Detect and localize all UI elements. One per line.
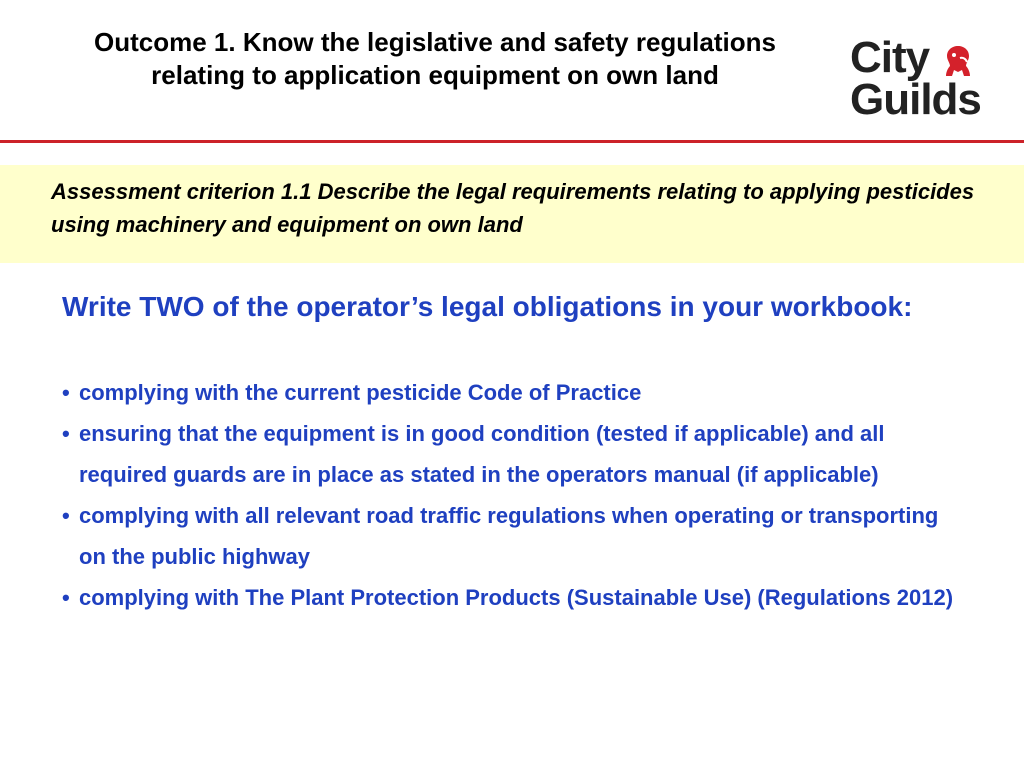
logo-text-guilds: Guilds	[850, 75, 981, 124]
assessment-criterion: Assessment criterion 1.1 Describe the legal requirements relating to applying pesticides using machinery and equipment on own land	[51, 179, 975, 237]
list-item	[62, 372, 962, 413]
obligations-list	[62, 372, 962, 618]
list-item	[62, 495, 962, 577]
list-item-text: complying with The Plant Protection Products (Sustainable Use) (Regulations 2012)	[79, 585, 954, 610]
list-item	[62, 577, 962, 618]
bullet-icon: •	[62, 585, 70, 610]
list-item-text: complying with all relevant road traffic regulations when operating or transporting on the public highway	[79, 503, 939, 569]
list-item-text: complying with the current pesticide Code of Practice	[79, 380, 642, 405]
list-item-text: ensuring that the equipment is in good condition (tested if applicable) and all required guards are in place as stated in the operators manual (if applicable)	[79, 421, 885, 487]
logo-text-city: City	[850, 33, 930, 82]
bullet-icon: •	[62, 380, 70, 405]
bullet-icon: •	[62, 503, 70, 528]
bullet-icon: •	[62, 421, 70, 446]
slide-title: Outcome 1. Know the legislative and safety regulations relating to application equipment on own land	[94, 27, 776, 90]
header-divider	[0, 140, 1024, 143]
instruction-prompt: Write TWO of the operator’s legal obligations in your workbook:	[62, 291, 913, 322]
list-item	[62, 413, 962, 495]
